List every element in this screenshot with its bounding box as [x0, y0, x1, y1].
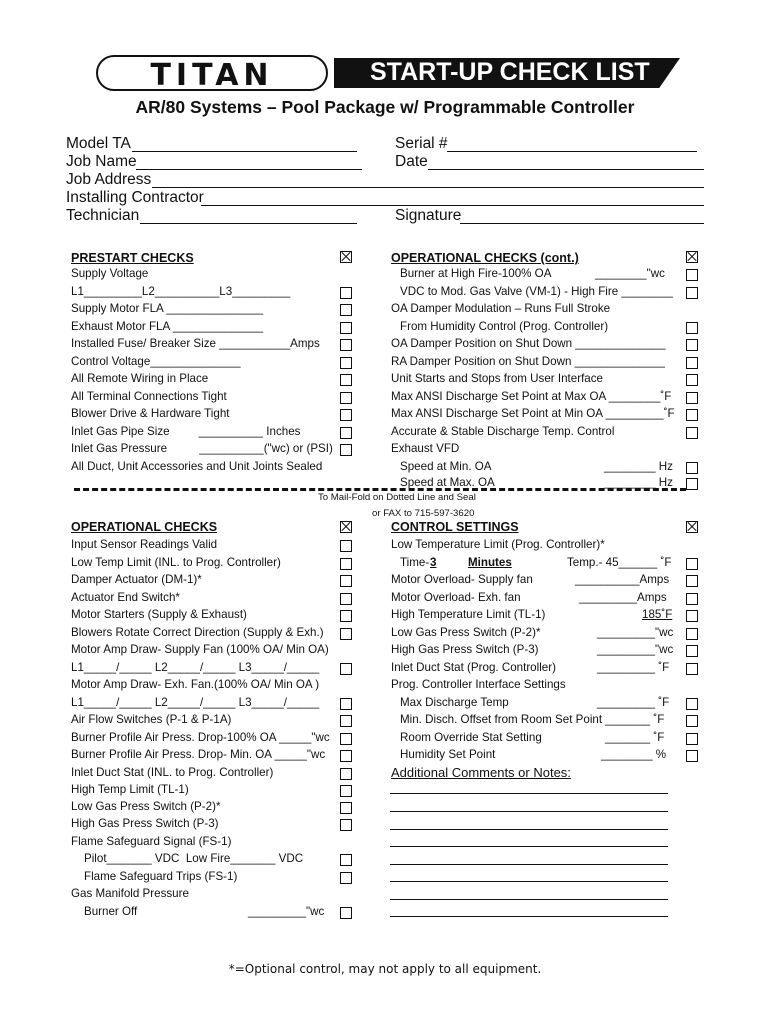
- opcont-checkbox[interactable]: [686, 287, 698, 299]
- control-row-label: Motor Overload- Exh. fan: [391, 591, 521, 604]
- operational-row: Actuator End Switch*: [71, 591, 180, 604]
- opcont-row-label: Speed at Min. OA: [400, 460, 492, 473]
- opcont-row-label: Max ANSI Discharge Set Point at Max OA ________˚F: [391, 390, 672, 403]
- control-row-value: ________ %: [601, 748, 667, 761]
- operational-row: Motor Starters (Supply & Exhaust): [71, 608, 247, 621]
- control-row-label: Prog. Controller Interface Settings: [391, 678, 566, 691]
- opcont-row-label: VDC to Mod. Gas Valve (VM-1) - High Fire ________: [400, 285, 673, 298]
- opcont-checkbox[interactable]: [686, 339, 698, 351]
- operational-row: Low Temp Limit (INL. to Prog. Controller): [71, 556, 281, 569]
- prestart-row: Supply Voltage: [71, 267, 149, 280]
- operational-checkbox[interactable]: [340, 540, 352, 552]
- control-row-label: Min. Disch. Offset from Room Set Point: [400, 713, 603, 726]
- prestart-checks-heading: PRESTART CHECKS: [71, 251, 194, 265]
- prestart-header-checkbox: [340, 251, 352, 263]
- prestart-checkbox[interactable]: [340, 304, 352, 316]
- operational-checkbox[interactable]: [340, 663, 352, 675]
- operational-row: Flame Safeguard Trips (FS-1): [84, 870, 238, 883]
- comment-line[interactable]: [390, 793, 668, 794]
- prestart-row: Inlet Gas Pressure __________("wc) or (PSI): [71, 442, 333, 455]
- opcont-row-label: Burner at High Fire-100% OA: [400, 267, 552, 280]
- prestart-row: Supply Motor FLA _______________: [71, 302, 264, 315]
- installing-contractor-label: Installing Contractor: [66, 189, 204, 206]
- operational-checkbox[interactable]: [340, 698, 352, 710]
- control-checkbox[interactable]: [686, 628, 698, 640]
- serial-label: Serial #: [395, 135, 448, 152]
- prestart-row: All Duct, Unit Accessories and Unit Joints Sealed: [71, 460, 323, 473]
- control-row-label: Room Override Stat Setting: [400, 731, 542, 744]
- operational-checkbox[interactable]: [340, 854, 352, 866]
- page-subtitle: AR/80 Systems – Pool Package w/ Programmable Controller: [135, 97, 635, 117]
- comment-line[interactable]: [390, 829, 668, 830]
- date-field[interactable]: [428, 169, 704, 170]
- operational-header-checkbox: [340, 521, 352, 533]
- control-checkbox[interactable]: [686, 698, 698, 710]
- comments-label: Additional Comments or Notes:: [391, 765, 571, 780]
- signature-label: Signature: [395, 207, 462, 224]
- prestart-checkbox[interactable]: [340, 409, 352, 421]
- serial-field[interactable]: [447, 151, 697, 152]
- opcont-row-label: From Humidity Control (Prog. Controller): [400, 320, 609, 333]
- prestart-checkbox[interactable]: [340, 392, 352, 404]
- control-row-value: _________ ˚F: [597, 661, 670, 674]
- opcont-row-label: Unit Starts and Stops from User Interface: [391, 372, 603, 385]
- opcont-row-label: Exhaust VFD: [391, 442, 460, 455]
- comment-line[interactable]: [390, 916, 668, 917]
- control-row-value: 185˚F: [642, 608, 673, 621]
- control-row-label: Motor Overload- Supply fan: [391, 573, 533, 586]
- installing-contractor-field[interactable]: [201, 205, 704, 206]
- mail-fold-note: To Mail-Fold on Dotted Line and Seal: [318, 492, 476, 503]
- prestart-row: Installed Fuse/ Breaker Size ___________Amps: [71, 337, 320, 350]
- prestart-checkbox[interactable]: [340, 427, 352, 439]
- opcont-checkbox[interactable]: [686, 409, 698, 421]
- operational-checkbox[interactable]: [340, 802, 352, 814]
- comment-line[interactable]: [390, 881, 668, 882]
- control-checkbox[interactable]: [686, 575, 698, 587]
- technician-field[interactable]: [140, 223, 357, 224]
- prestart-checkbox[interactable]: [340, 374, 352, 386]
- operational-row: Flame Safeguard Signal (FS-1): [71, 835, 232, 848]
- operational-row: L1_____/_____ L2_____/_____ L3_____/_____: [71, 696, 320, 709]
- fold-dotted-line: [74, 488, 686, 491]
- opcont-checkbox[interactable]: [686, 269, 698, 281]
- operational-row: Burner Profile Air Press. Drop- Min. OA _____"wc: [71, 748, 326, 761]
- operational-row: Inlet Duct Stat (INL. to Prog. Controller): [71, 766, 274, 779]
- prestart-checkbox[interactable]: [340, 287, 352, 299]
- control-row-label: Max Discharge Temp: [400, 696, 509, 709]
- operational-checkbox[interactable]: [340, 733, 352, 745]
- opcont-checkbox[interactable]: [686, 478, 698, 490]
- operational-row: Motor Amp Draw- Exh. Fan.(100% OA/ Min OA ): [71, 678, 320, 691]
- control-row-label: Low Temperature Limit (Prog. Controller)*: [391, 538, 605, 551]
- operational-row: High Gas Press Switch (P-3): [71, 817, 219, 830]
- control-row-label: Time-: [400, 556, 430, 569]
- comment-line[interactable]: [390, 811, 668, 812]
- prestart-row: Blower Drive & Hardware Tight: [71, 407, 230, 420]
- opcont-row-label: OA Damper Modulation – Runs Full Stroke: [391, 302, 611, 315]
- comment-line[interactable]: [390, 899, 668, 900]
- prestart-row: Control Voltage______________: [71, 355, 241, 368]
- control-row-value: _________"wc: [597, 643, 674, 656]
- operational-row: Pilot_______ VDC Low Fire_______ VDC: [84, 852, 304, 865]
- job-address-label: Job Address: [66, 171, 152, 188]
- comment-line[interactable]: [390, 846, 668, 847]
- technician-label: Technician: [66, 207, 140, 224]
- control-settings-header-checkbox: [686, 521, 698, 533]
- operational-row: Input Sensor Readings Valid: [71, 538, 218, 551]
- operational-row: Motor Amp Draw- Supply Fan (100% OA/ Min OA): [71, 643, 329, 656]
- control-row-label: High Gas Press Switch (P-3): [391, 643, 539, 656]
- opcont-row-label: Speed at Max. OA: [400, 476, 495, 489]
- operational-checkbox[interactable]: [340, 628, 352, 640]
- time-unit: Minutes: [468, 556, 512, 569]
- control-row-label: High Temperature Limit (TL-1): [391, 608, 546, 621]
- prestart-row: Inlet Gas Pipe Size __________ Inches: [71, 425, 301, 438]
- control-checkbox[interactable]: [686, 750, 698, 762]
- footer-note: *=Optional control, may not apply to all equipment.: [228, 962, 542, 976]
- operational-row: Burner Off: [84, 905, 138, 918]
- titan-logo: [96, 55, 328, 91]
- date-label: Date: [395, 153, 428, 170]
- control-row-value: _________Amps: [579, 591, 667, 604]
- opcont-row-label: Accurate & Stable Discharge Temp. Control: [391, 425, 615, 438]
- control-row-value: _______ ˚F: [605, 731, 665, 744]
- burner-off-value: _________"wc: [248, 905, 325, 918]
- operational-row: Burner Profile Air Press. Drop-100% OA _____"wc: [71, 731, 330, 744]
- operational-checkbox[interactable]: [340, 819, 352, 831]
- operational-row: High Temp Limit (TL-1): [71, 783, 189, 796]
- operational-row: Air Flow Switches (P-1 & P-1A): [71, 713, 232, 726]
- comment-line[interactable]: [390, 864, 668, 865]
- banner-title: START-UP CHECK LIST: [370, 58, 650, 86]
- operational-checkbox[interactable]: [340, 593, 352, 605]
- operational-checkbox[interactable]: [340, 768, 352, 780]
- operational-row: L1_____/_____ L2_____/_____ L3_____/_____: [71, 661, 320, 674]
- control-row-label: Low Gas Press Switch (P-2)*: [391, 626, 541, 639]
- operational-row: Damper Actuator (DM-1)*: [71, 573, 202, 586]
- control-row-value: Temp.- 45______ ˚F: [567, 556, 672, 569]
- control-checkbox[interactable]: [686, 558, 698, 570]
- opcont-row-value: ________ Hz: [604, 460, 673, 473]
- prestart-row: L1_________L2__________L3_________: [71, 285, 291, 298]
- control-settings-heading: CONTROL SETTINGS: [391, 520, 519, 534]
- control-checkbox[interactable]: [686, 645, 698, 657]
- operational-checkbox[interactable]: [340, 610, 352, 622]
- control-row-value: _______ ˚F: [605, 713, 665, 726]
- signature-field[interactable]: [460, 223, 704, 224]
- operational-cont-header-checkbox: [686, 251, 698, 263]
- control-checkbox[interactable]: [686, 610, 698, 622]
- control-checkbox[interactable]: [686, 715, 698, 727]
- opcont-checkbox[interactable]: [686, 427, 698, 439]
- control-checkbox[interactable]: [686, 663, 698, 675]
- operational-checkbox[interactable]: [340, 575, 352, 587]
- opcont-checkbox[interactable]: [686, 392, 698, 404]
- prestart-checkbox[interactable]: [340, 322, 352, 334]
- fax-note: or FAX to 715-597-3620: [372, 508, 475, 519]
- prestart-checkbox[interactable]: [340, 339, 352, 351]
- opcont-row-label: RA Damper Position on Shut Down ______________: [391, 355, 665, 368]
- prestart-checkbox[interactable]: [340, 357, 352, 369]
- prestart-row: All Terminal Connections Tight: [71, 390, 227, 403]
- opcont-checkbox[interactable]: [686, 322, 698, 334]
- control-row-value: __________Amps: [575, 573, 670, 586]
- logo-text: TITAN: [150, 58, 274, 93]
- operational-checkbox[interactable]: [340, 872, 352, 884]
- operational-checkbox[interactable]: [340, 558, 352, 570]
- job-name-label: Job Name: [66, 153, 137, 170]
- control-checkbox[interactable]: [686, 733, 698, 745]
- operational-row: Low Gas Press Switch (P-2)*: [71, 800, 221, 813]
- opcont-row-value: ________"wc: [595, 267, 665, 280]
- control-row-label: Humidity Set Point: [400, 748, 496, 761]
- control-row-value: _________ ˚F: [597, 696, 670, 709]
- opcont-row-value: ________ Hz: [604, 476, 673, 489]
- operational-cont-heading: OPERATIONAL CHECKS (cont.): [391, 251, 579, 265]
- prestart-checkbox[interactable]: [340, 444, 352, 456]
- operational-checkbox[interactable]: [340, 785, 352, 797]
- operational-checkbox[interactable]: [340, 715, 352, 727]
- model-field[interactable]: [132, 151, 357, 152]
- operational-row: Gas Manifold Pressure: [71, 887, 189, 900]
- opcont-checkbox[interactable]: [686, 357, 698, 369]
- time-value: 3: [430, 556, 437, 569]
- job-address-field[interactable]: [152, 187, 704, 188]
- prestart-row: Exhaust Motor FLA ______________: [71, 320, 264, 333]
- opcont-row-label: OA Damper Position on Shut Down ______________: [391, 337, 666, 350]
- operational-row: Blowers Rotate Correct Direction (Supply & Exh.): [71, 626, 324, 639]
- job-name-field[interactable]: [136, 169, 362, 170]
- operational-checks-heading: OPERATIONAL CHECKS: [71, 520, 218, 534]
- opcont-row-label: Max ANSI Discharge Set Point at Min OA _________˚F: [391, 407, 675, 420]
- opcont-checkbox[interactable]: [686, 462, 698, 474]
- control-row-value: _________"wc: [597, 626, 674, 639]
- operational-checkbox[interactable]: [340, 750, 352, 762]
- opcont-checkbox[interactable]: [686, 374, 698, 386]
- operational-checkbox[interactable]: [340, 907, 352, 919]
- model-label: Model TA: [66, 135, 131, 152]
- control-row-label: Inlet Duct Stat (Prog. Controller): [391, 661, 556, 674]
- prestart-row: All Remote Wiring in Place: [71, 372, 209, 385]
- control-checkbox[interactable]: [686, 593, 698, 605]
